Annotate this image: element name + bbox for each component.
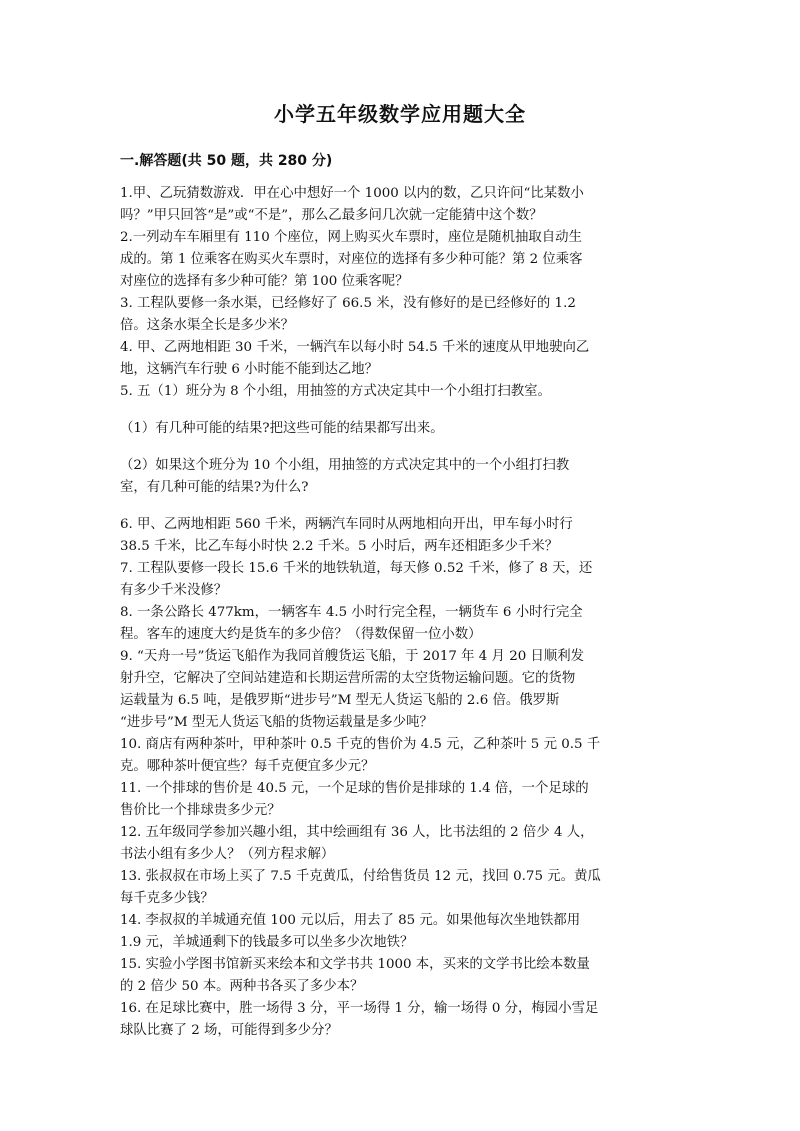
text-line: 9. “天舟一号”货运飞船作为我同首艘货运飞船，于 2017 年 4 月 20 日顺利发 (120, 649, 585, 664)
paragraph-gap (120, 403, 682, 418)
text-line: 1.甲、乙玩猜数游戏．甲在心中想好一个 1000 以内的数，乙只许问“比某数小 (120, 186, 584, 201)
text-line: 8. 一条公路长 477km，一辆客车 4.5 小时行完全程，一辆货车 6 小时行完全 (120, 605, 583, 620)
text-line: 10. 商店有两种茶叶，甲种茶叶 0.5 千克的售价为 4.5 元，乙种茶叶 5 元 0.5 千 (120, 737, 601, 752)
text-line: 吗？”甲只回答“是”或“不是”，那么乙最多问几次就一定能猜中这个数？ (120, 208, 543, 223)
text-line: 倍。这条水渠全长是多少米？ (120, 318, 295, 333)
text-line: 每千克多少钱？ (120, 891, 214, 906)
paragraph-gap (120, 440, 682, 455)
text-line: 4. 甲、乙两地相距 30 千米，一辆汽车以每小时 54.5 千米的速度从甲地驶向乙 (120, 340, 590, 355)
text-line: 38.5 千米，比乙车每小时快 2.2 千米。5 小时后，两车还相距多少千米？ (120, 539, 559, 554)
text-line: 地，这辆汽车行驶 6 小时能不能到达乙地？ (120, 362, 379, 377)
section-heading: 一.解答题(共 50 题，共 280 分) (120, 153, 333, 169)
page-title: 小学五年级数学应用题大全 (274, 102, 526, 126)
text-line: 5. 五（1）班分为 8 个小组，用抽签的方式决定其中一个小组打扫教室。 (120, 384, 551, 399)
text-line: （2）如果这个班分为 10 个小组，用抽签的方式决定其中的一个小组打扫教 (120, 458, 570, 473)
text-line: 对座位的选择有多少种可能？第 100 位乘客呢？ (120, 274, 409, 289)
text-line: 3. 工程队要修一条水渠，已经修好了 66.5 米，没有修好的是已经修好的 1.2 (120, 296, 576, 311)
question-list (120, 183, 682, 1042)
text-line: 13. 张叔叔在市场上买了 7.5 千克黄瓜，付给售货员 12 元，找回 0.75 元。黄瓜 (120, 869, 601, 884)
text-line: 的 2 倍少 50 本。两种书各买了多少本？ (120, 979, 364, 994)
text-line: 售价比一个排球贵多少元？ (120, 803, 281, 818)
text-line: 克。哪种茶叶便宜些？每千克便宜多少元？ (120, 759, 375, 774)
text-line: 成的。第 1 位乘客在购买火车票时，对座位的选择有多少种可能？第 2 位乘客 (120, 252, 583, 267)
text-line: 2.一列动车车厢里有 110 个座位，网上购买火车票时，座位是随机抽取自动生 (120, 230, 582, 245)
text-line: 15. 实验小学图书馆新买来绘本和文学书共 1000 本，买来的文学书比绘本数量 (120, 957, 590, 972)
text-line: 6. 甲、乙两地相距 560 千米，两辆汽车同时从两地相向开出，甲车每小时行 (120, 517, 573, 532)
text-line: （1）有几种可能的结果?把这些可能的结果都写出来。 (120, 421, 444, 436)
text-line: “进步号”M 型无人货运飞船的货物运载量是多少吨？ (120, 715, 433, 730)
text-line: 书法小组有多少人？（列方程求解） (120, 847, 335, 862)
text-line: 程。客车的速度大约是货车的多少倍？（得数保留一位小数） (120, 627, 482, 642)
text-line: 7. 工程队要修一段长 15.6 千米的地铁轨道，每天修 0.52 千米，修了 8 天，还 (120, 561, 593, 576)
text-line: 16. 在足球比赛中，胜一场得 3 分，平一场得 1 分，输一场得 0 分，梅园小雪足 (120, 1001, 599, 1016)
text-line: 12. 五年级同学参加兴趣小组，其中绘画组有 36 人，比书法组的 2 倍少 4 人， (120, 825, 594, 840)
text-line: 运载量为 6.5 吨，是俄罗斯“进步号”M 型无人货运飞船的 2.6 倍。俄罗斯 (120, 693, 560, 708)
text-line: 有多少千米没修？ (120, 583, 228, 598)
text-line: 1.9 元，羊城通剩下的钱最多可以坐多少次地铁？ (120, 935, 414, 950)
text-line: 室，有几种可能的结果?为什么? (120, 480, 309, 495)
text-line: 14. 李叔叔的羊城通充值 100 元以后，用去了 85 元。如果他每次坐地铁都用 (120, 913, 581, 928)
text-line: 11. 一个排球的售价是 40.5 元，一个足球的售价是排球的 1.4 倍，一个足球的 (120, 781, 589, 796)
paragraph-gap (120, 499, 682, 514)
text-line: 射升空，它解决了空间站建造和长期运营所需的太空货物运输问题。它的货物 (120, 671, 576, 686)
text-line: 球队比赛了 2 场，可能得到多少分？ (120, 1023, 338, 1038)
